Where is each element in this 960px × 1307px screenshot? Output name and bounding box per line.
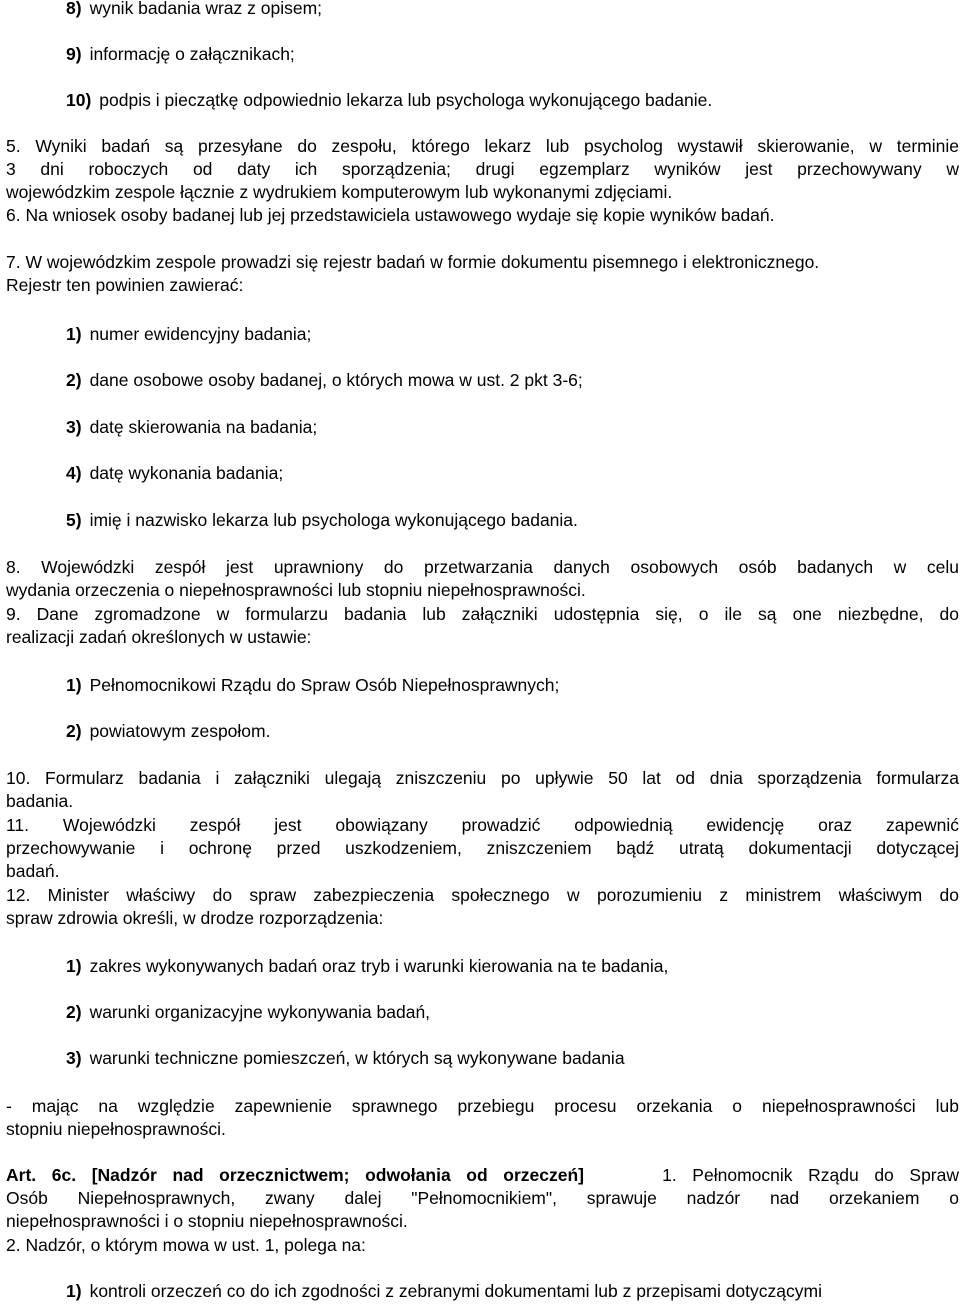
list-item: 1) numer ewidencyjny badania; <box>66 324 312 344</box>
paragraph-line: przechowywanie i ochronę przed uszkodzeniem, zniszczeniem bądź utratą dokumentacji dotyczącej <box>6 838 959 858</box>
list-item: 2) warunki organizacyjne wykonywania badań, <box>66 1002 431 1022</box>
list-item: 5) imię i nazwisko lekarza lub psychologa wykonującego badania. <box>66 510 578 530</box>
paragraph-line: 6. Na wniosek osoby badanej lub jej przedstawiciela ustawowego wydaje się kopie wyników badań. <box>6 205 775 225</box>
paragraph-line: badania. <box>6 791 74 811</box>
paragraph-line: spraw zdrowia określi, w drodze rozporządzenia: <box>6 908 384 928</box>
paragraph-line: stopniu niepełnosprawności. <box>6 1119 226 1139</box>
list-item: 2) dane osobowe osoby badanej, o których mowa w ust. 2 pkt 3-6; <box>66 370 583 390</box>
list-item: 1) zakres wykonywanych badań oraz tryb i warunki kierowania na te badania, <box>66 956 669 976</box>
paragraph-line: 3 dni roboczych od daty ich sporządzenia; drugi egzemplarz wyników jest przechowywany w <box>6 159 959 179</box>
list-item: 2) powiatowym zespołom. <box>66 721 271 741</box>
paragraph-line: realizacji zadań określonych w ustawie: <box>6 627 312 647</box>
paragraph-line: wojewódzkim zespole łącznie z wydrukiem komputerowym lub wykonanymi zdjęciami. <box>6 182 673 202</box>
paragraph-line: 9. Dane zgromadzone w formularzu badania lub załączniki udostępnia się, o ile są one niezbędne, do <box>6 604 959 624</box>
paragraph-line: Osób Niepełnosprawnych, zwany dalej "Pełnomocnikiem", sprawuje nadzór nad orzekaniem o <box>6 1188 959 1208</box>
list-item: 10) podpis i pieczątkę odpowiednio lekarza lub psychologa wykonującego badanie. <box>66 90 713 110</box>
list-item: 8) wynik badania wraz z opisem; <box>66 0 323 18</box>
paragraph-line: 2. Nadzór, o którym mowa w ust. 1, polega na: <box>6 1235 366 1255</box>
list-item: 9) informację o załącznikach; <box>66 44 295 64</box>
list-item: 3) warunki techniczne pomieszczeń, w których są wykonywane badania <box>66 1048 625 1068</box>
list-item: 3) datę skierowania na badania; <box>66 417 318 437</box>
paragraph-line: 10. Formularz badania i załączniki ulegają zniszczeniu po upływie 50 lat od dnia sporządzenia formularza <box>6 768 959 788</box>
list-item: 1) kontroli orzeczeń co do ich zgodności z zebranymi dokumentami lub z przepisami dotyczącymi <box>66 1281 822 1301</box>
paragraph-line: - mając na względzie zapewnienie sprawnego przebiegu procesu orzekania o niepełnosprawności lub <box>6 1096 959 1116</box>
list-item: 1) Pełnomocnikowi Rządu do Spraw Osób Niepełnosprawnych; <box>66 675 560 695</box>
paragraph-line: 8. Wojewódzki zespół jest uprawniony do przetwarzania danych osobowych osób badanych w celu <box>6 557 959 577</box>
paragraph-line: badań. <box>6 861 60 881</box>
paragraph-line: 7. W wojewódzkim zespole prowadzi się rejestr badań w formie dokumentu pisemnego i elektronicznego. <box>6 252 820 272</box>
paragraph-line: wydania orzeczenia o niepełnosprawności lub stopniu niepełnosprawności. <box>6 580 586 600</box>
paragraph-line: 5. Wyniki badań są przesyłane do zespołu, którego lekarz lub psycholog wystawił skierowanie, w terminie <box>6 136 959 156</box>
article-heading-line: Art. 6c. [Nadzór nad orzecznictwem; odwołania od orzeczeń] 1. Pełnomocnik Rządu do Spraw <box>6 1165 959 1185</box>
paragraph-line: 12. Minister właściwy do spraw zabezpieczenia społecznego w porozumieniu z ministrem właściwym do <box>6 885 959 905</box>
list-item: 4) datę wykonania badania; <box>66 463 284 483</box>
paragraph-line: niepełnosprawności i o stopniu niepełnosprawności. <box>6 1211 408 1231</box>
paragraph-line: Rejestr ten powinien zawierać: <box>6 275 244 295</box>
article-heading: Art. 6c. [Nadzór nad orzecznictwem; odwołania od orzeczeń] <box>6 1165 584 1185</box>
paragraph-line: 11. Wojewódzki zespół jest obowiązany prowadzić odpowiednią ewidencję oraz zapewnić <box>6 815 959 835</box>
